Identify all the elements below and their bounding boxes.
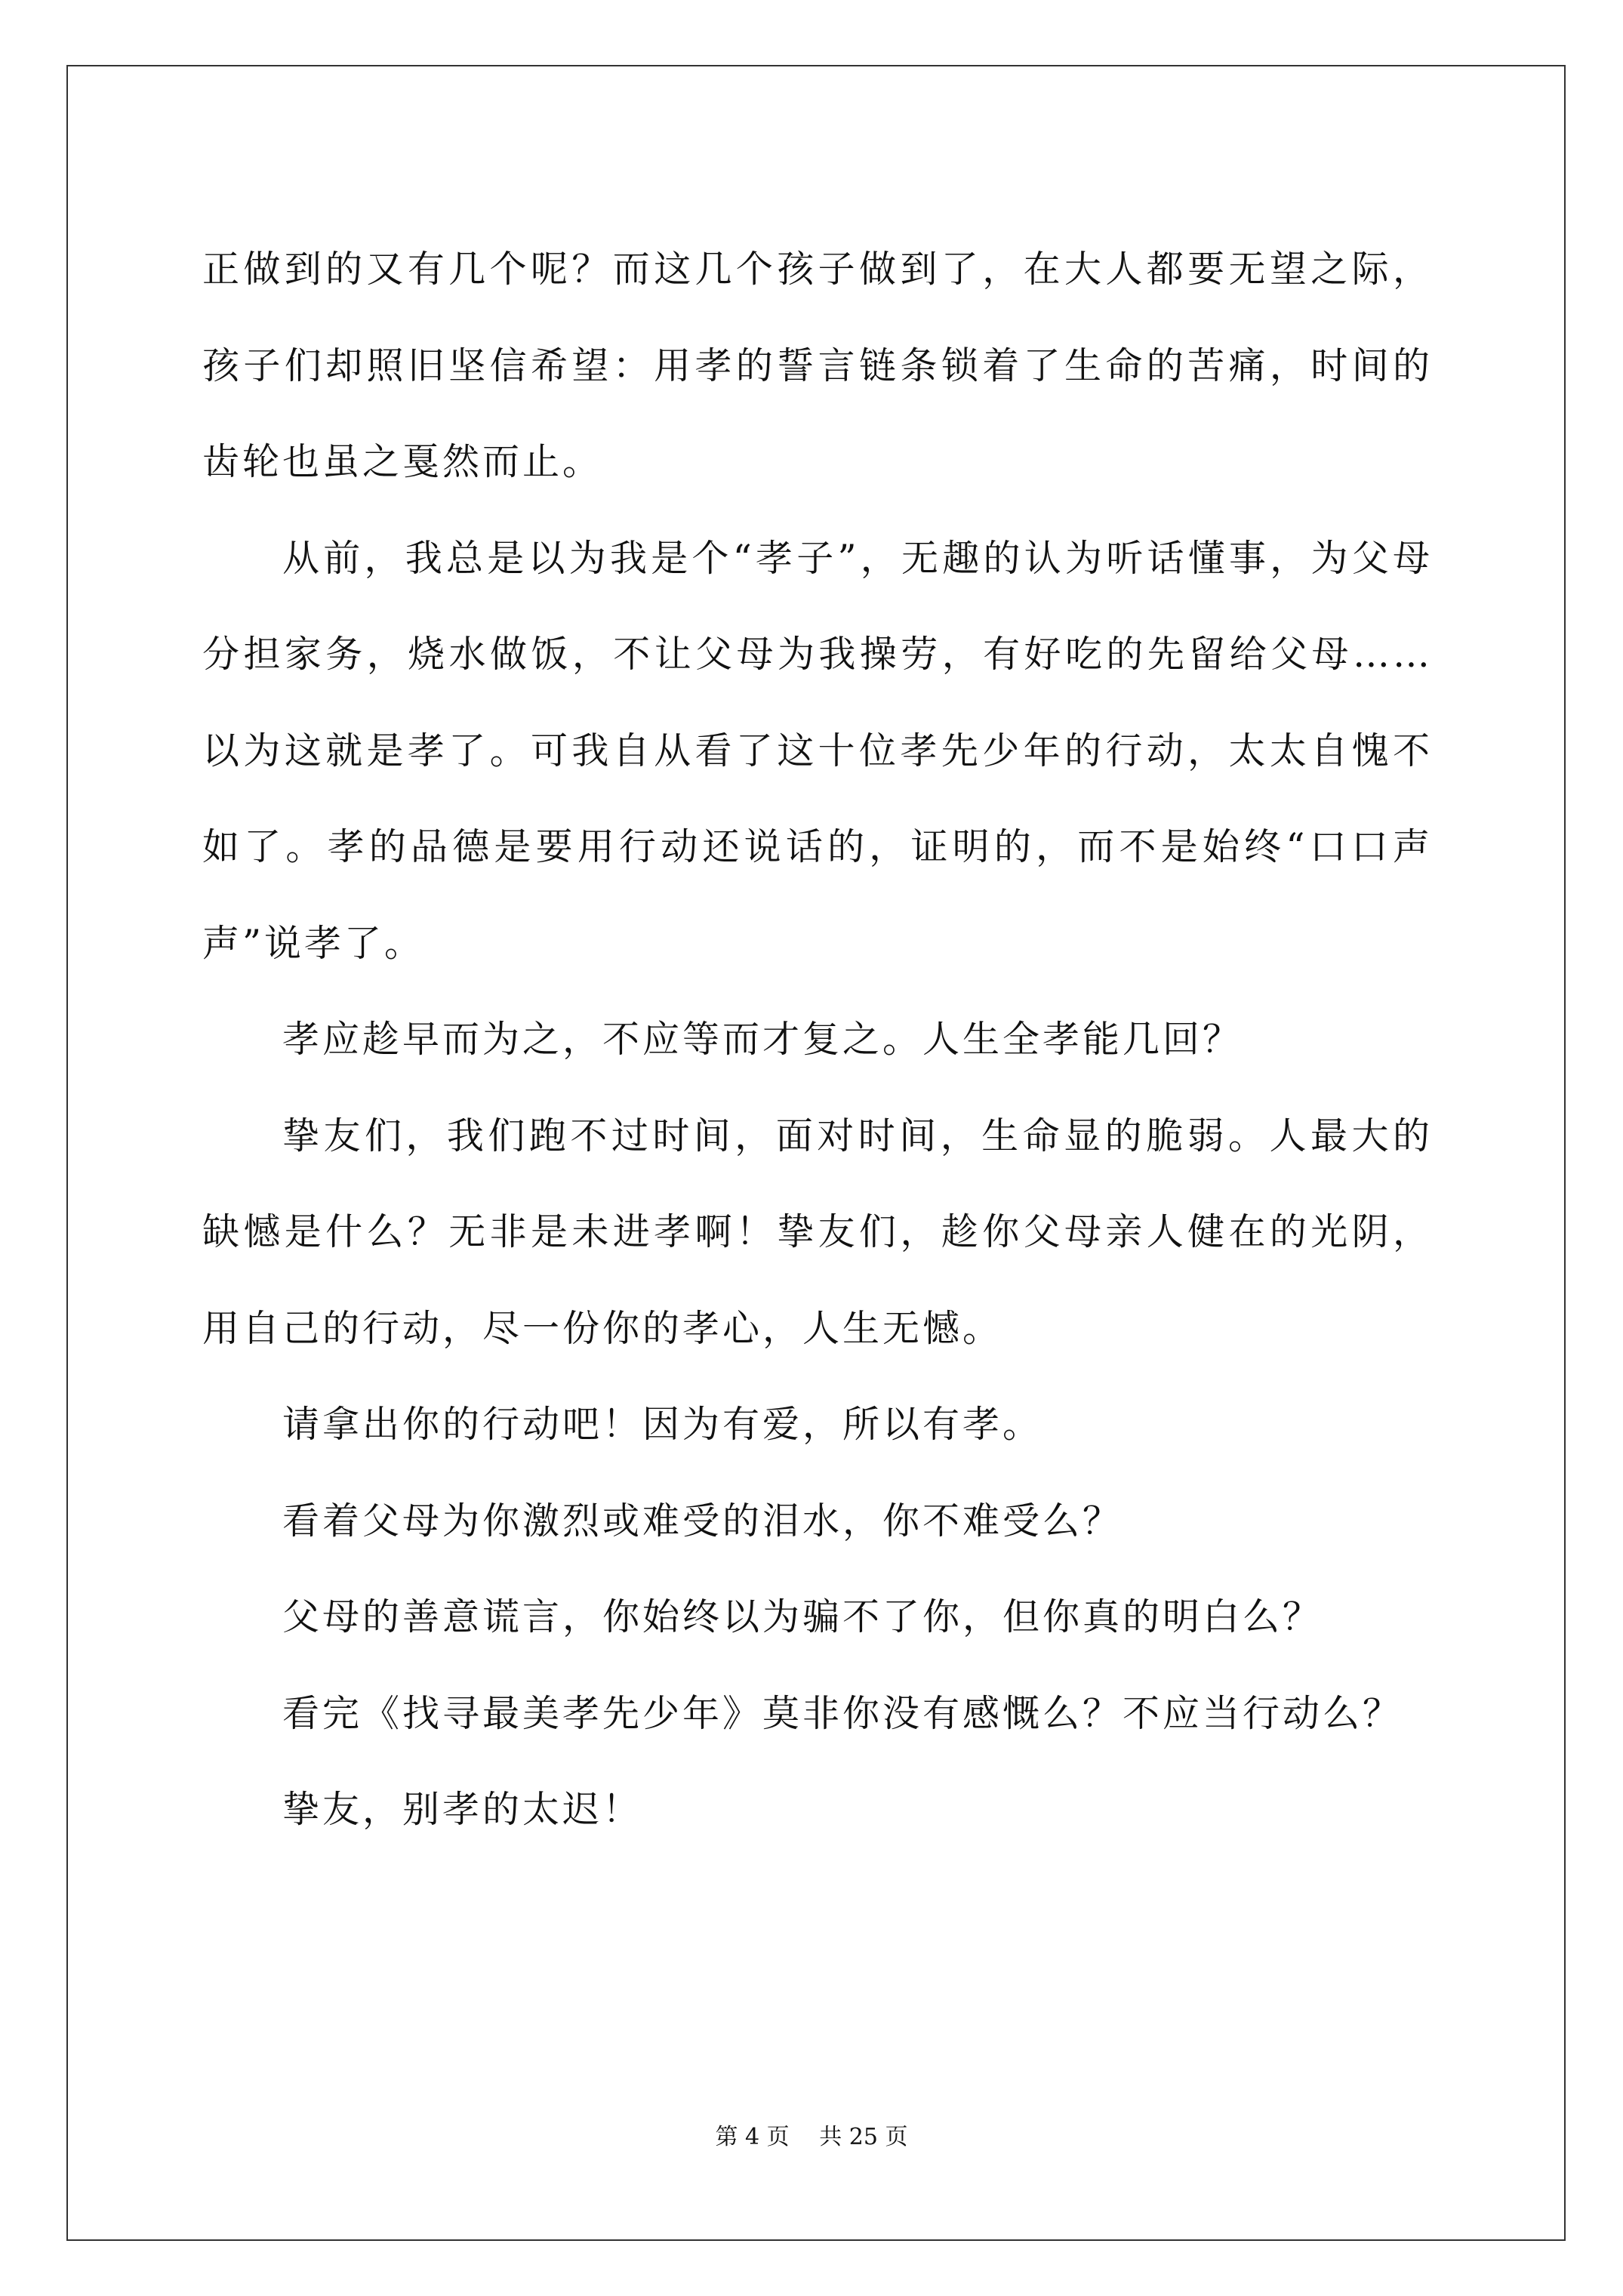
- paragraph-8: 看完《找寻最美孝先少年》莫非你没有感慨么？不应当行动么？: [282, 1691, 1403, 1735]
- paragraph-7: 父母的善意谎言，你始终以为骗不了你，但你真的明白么？: [282, 1595, 1323, 1638]
- document-body: [202, 221, 1433, 1858]
- paragraph-9: 挚友，别孝的太迟！: [282, 1788, 643, 1831]
- page-number-footer: 第 4 页 共 25 页: [715, 2124, 908, 2150]
- paragraph-5: 请拿出你的行动吧！因为有爱，所以有孝。: [282, 1403, 1043, 1446]
- paragraph-2: 从前，我总是以为我是个“孝子”，无趣的认为听话懂事，为父母分担家务，烧水做饭，不让父母为我操劳，有好吃的先留给父母……以为这就是孝了。可我自从看了这十位孝先少年的行动，太太自愧不如了。孝的品德是要用行动还说话的，证明的，而不是始终“口口声声”说孝了。: [202, 536, 1433, 965]
- paragraph-4: 挚友们，我们跑不过时间，面对时间，生命显的脆弱。人最大的缺憾是什么？无非是未进孝啊！挚友们，趁你父母亲人健在的光阴，用自己的行动，尽一份你的孝心，人生无憾。: [202, 1114, 1433, 1350]
- paragraph-6: 看着父母为你激烈或难受的泪水，你不难受么？: [282, 1499, 1123, 1542]
- paragraph-1: 正做到的又有几个呢？而这几个孩子做到了，在大人都要无望之际，孩子们却照旧坚信希望：用孝的誓言链条锁着了生命的苦痛，时间的齿轮也虽之戛然而止。: [202, 248, 1433, 483]
- paragraph-3: 孝应趁早而为之，不应等而才复之。人生全孝能几回？: [282, 1018, 1243, 1061]
